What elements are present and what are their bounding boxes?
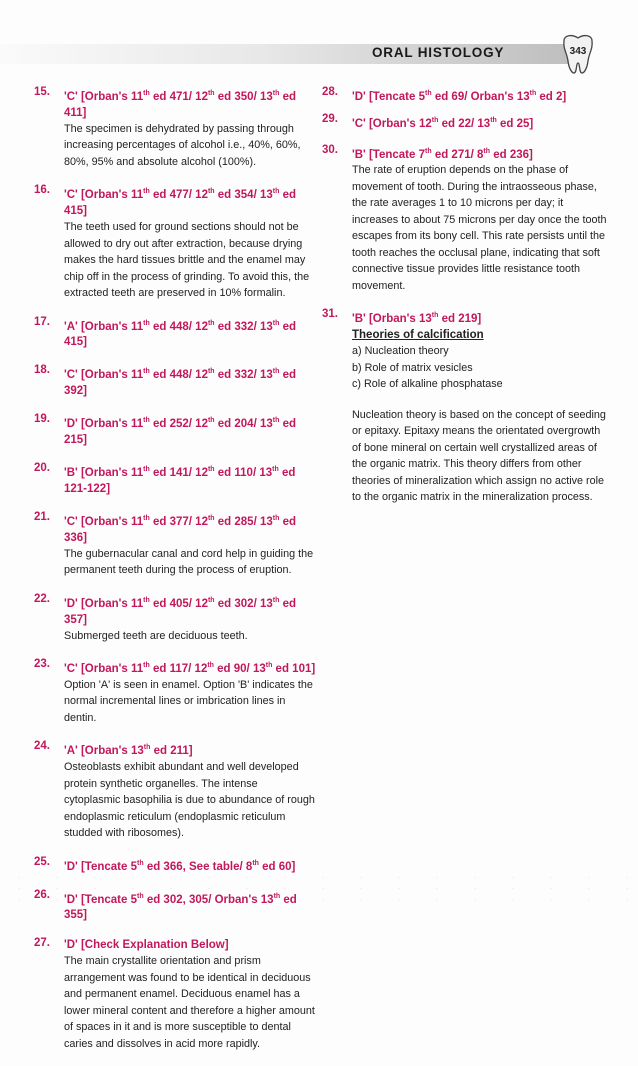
answer-reference: 'C' [Orban's 11th ed 377/ 12th ed 285/ 13th ed 336] <box>64 514 296 544</box>
answer-reference: 'A' [Orban's 11th ed 448/ 12th ed 332/ 13th ed 415] <box>64 319 296 349</box>
right-column <box>322 86 612 506</box>
explanation-text: Nucleation theory is based on the concept of seeding or epitaxy. Epitaxy means the orientated overgrowth of bone mineral on certain well crystallized areas of the organic matrix. This theory differs from other theories of mineralization which assign no active role to the organic matrix in the mineralization process. <box>352 408 606 504</box>
question-number: 30. <box>322 143 338 156</box>
answer-reference: 'B' [Orban's 13th ed 219] <box>352 312 482 326</box>
answer-item <box>34 740 316 841</box>
answer-reference: 'B' [Tencate 7th ed 271/ 8th ed 236] <box>352 147 533 161</box>
answer-reference: 'C' [Orban's 11th ed 448/ 12th ed 332/ 13th ed 392] <box>64 368 296 398</box>
question-number: 15. <box>34 86 50 98</box>
answer-reference: 'C' [Orban's 11th ed 477/ 12th ed 354/ 13th ed 415] <box>64 188 296 218</box>
explanation-text: Submerged teeth are deciduous teeth. <box>64 629 248 642</box>
answer-reference: 'D' [Tencate 5th ed 302, 305/ Orban's 13th ed 355] <box>64 892 297 922</box>
question-number: 29. <box>322 112 338 125</box>
answer-item <box>34 937 316 1052</box>
answer-item <box>322 113 612 132</box>
answer-item <box>34 184 316 301</box>
answer-item <box>34 86 316 170</box>
theories-heading: Theories of calcification <box>352 329 484 342</box>
question-number: 27. <box>34 937 50 950</box>
explanation-text: The gubernacular canal and cord help in guiding the permanent teeth during the process of eruption. <box>64 547 314 577</box>
question-number: 31. <box>322 308 338 321</box>
answer-item <box>34 413 316 448</box>
answer-item <box>34 593 316 644</box>
question-number: 20. <box>34 462 50 475</box>
explanation-text: The specimen is dehydrated by passing through increasing percentages of alcohol i.e., 40%, 60%, 80%, 95% and absolute alcohol (100%). <box>64 122 301 168</box>
explanation-text: Osteoblasts exhibit abundant and well developed protein synthetic organelles. The intense cytoplasmic basophilia is due to abundance of rough endoplasmic reticulum (endoplasmic reticulum studded with ribosomes). <box>64 761 315 840</box>
answer-reference: 'C' [Orban's 12th ed 22/ 13th ed 25] <box>352 116 534 130</box>
question-number: 22. <box>34 592 50 605</box>
question-number: 25. <box>34 855 50 868</box>
answer-reference: 'B' [Orban's 11th ed 141/ 12th ed 110/ 13th ed 121-122] <box>64 466 296 495</box>
question-number: 23. <box>34 658 50 671</box>
page-bottom-speckle <box>0 872 638 902</box>
answer-reference: 'D' [Tencate 5th ed 69/ Orban's 13th ed 2] <box>352 90 567 103</box>
answer-item <box>34 462 316 497</box>
question-number: 16. <box>34 184 50 197</box>
answer-reference: 'D' [Tencate 5th ed 366, See table/ 8th ed 60] <box>64 859 296 873</box>
theory-list-item: b) Role of matrix vesicles <box>352 361 473 374</box>
answer-reference: 'A' [Orban's 13th ed 211] <box>64 744 193 758</box>
answer-item <box>34 658 316 726</box>
left-column <box>34 86 316 1066</box>
answer-item <box>34 316 316 351</box>
answer-reference: 'D' [Orban's 11th ed 252/ 12th ed 204/ 13th ed 215] <box>64 417 296 447</box>
question-number: 21. <box>34 510 50 523</box>
theory-list-item: a) Nucleation theory <box>352 345 449 358</box>
page-number: 343 <box>569 46 587 57</box>
page-header-title: ORAL HISTOLOGY <box>372 45 505 60</box>
answer-item <box>322 308 612 505</box>
question-number: 24. <box>34 740 50 753</box>
answer-reference: 'C' [Orban's 11th ed 471/ 12th ed 350/ 13th ed 411] <box>64 90 296 119</box>
question-number: 17. <box>34 315 50 328</box>
question-number: 18. <box>34 364 50 377</box>
question-number: 26. <box>34 888 50 901</box>
answer-reference: 'D' [Orban's 11th ed 405/ 12th ed 302/ 13th ed 357] <box>64 596 296 626</box>
answer-item <box>322 144 612 295</box>
question-number: 19. <box>34 413 50 426</box>
answer-item <box>34 511 316 579</box>
answer-item <box>34 364 316 399</box>
explanation-text: The main crystallite orientation and prism arrangement was found to be identical in deciduous and permanent enamel. Deciduous enamel has a lower mineral content and therefore a higher amount of spaces in it and is more susceptible to dental caries and dissolves in acid more rapidly. <box>64 955 315 1050</box>
answer-reference: 'D' [Check Explanation Below] <box>64 939 229 952</box>
explanation-text: The rate of eruption depends on the phase of movement of tooth. During the intraosseous phase, the rate averages 1 to 10 microns per day; it increases to about 75 microns per day once the tooth escapes from its bony cell. This rate persists until the tooth reaches the occlusal plane, indicating that soft connective tissue provides little resistance tooth movement. <box>352 164 607 292</box>
answer-item <box>322 86 612 105</box>
question-number: 28. <box>322 86 338 98</box>
explanation-text: Option 'A' is seen in enamel. Option 'B' indicates the normal incremental lines or imbrication lines in dentin. <box>64 678 313 724</box>
theory-list-item: c) Role of alkaline phosphatase <box>352 378 503 391</box>
answer-reference: 'C' [Orban's 11th ed 117/ 12th ed 90/ 13th ed 101] <box>64 662 316 675</box>
explanation-text: The teeth used for ground sections should not be allowed to dry out after extraction, because drying makes the hard tissues brittle and the enamel may chip off in the process of grinding. To avoid this, the extracted teeth are preserved in 10% formalin. <box>64 221 310 300</box>
